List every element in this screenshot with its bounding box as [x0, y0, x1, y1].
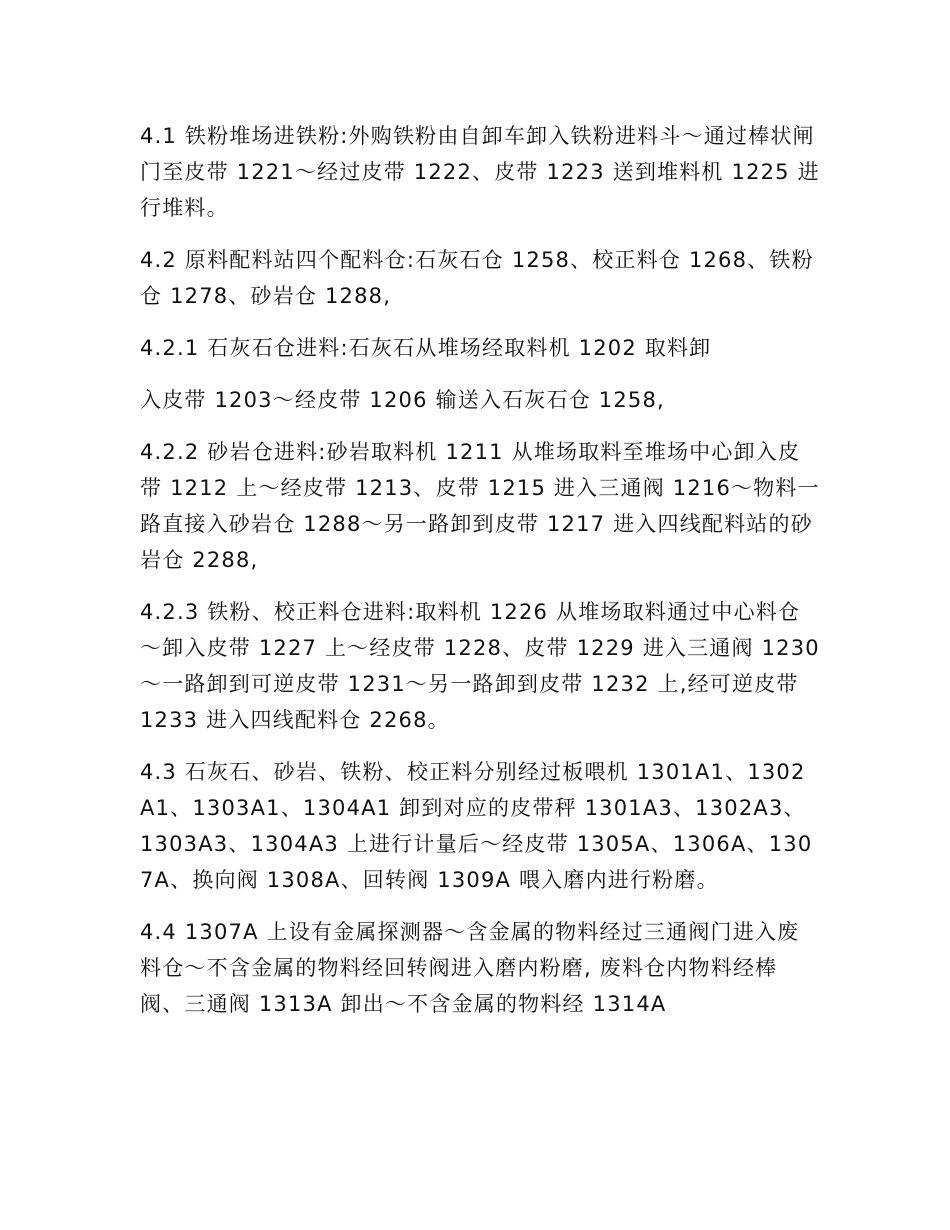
paragraph-4-2-2: 4.2.2 砂岩仓进料:砂岩取料机 1211 从堆场取料至堆场中心卸入皮带 1212 上～经皮带 1213、皮带 1215 进入三通阀 1216～物料一路直接入砂岩仓 1288～另一路卸到皮带 1217 进入四线配料站的砂岩仓 2288, — [140, 440, 820, 572]
paragraph-4-4: 4.4 1307A 上设有金属探测器～含金属的物料经过三通阀门进入废料仓～不含金属的物料经回转阀进入磨内粉磨, 废料仓内物料经棒阀、三通阀 1313A 卸出～不含金属的物料经 1314A — [140, 920, 800, 1016]
paragraph-4-2-1-continued: 入皮带 1203～经皮带 1206 输送入石灰石仓 1258, — [140, 388, 665, 412]
document-body — [140, 118, 820, 1038]
paragraph-4-3: 4.3 石灰石、砂岩、铁粉、校正料分别经过板喂机 1301A1、1302A1、1303A1、1304A1 卸到对应的皮带秤 1301A3、1302A3、1303A3、1304A3 上进行计量后～经皮带 1305A、1306A、1307A、换向阀 1308A、回转阀 1309A 喂入磨内进行粉磨。 — [140, 760, 813, 892]
paragraph-4-1: 4.1 铁粉堆场进铁粉:外购铁粉由自卸车卸入铁粉进料斗～通过棒状闸门至皮带 1221～经过皮带 1222、皮带 1223 送到堆料机 1225 进行堆料。 — [140, 124, 820, 220]
paragraph-4-2-1: 4.2.1 石灰石仓进料:石灰石从堆场经取料机 1202 取料卸 — [140, 336, 712, 360]
paragraph-4-2: 4.2 原料配料站四个配料仓:石灰石仓 1258、校正料仓 1268、铁粉仓 1278、砂岩仓 1288, — [140, 248, 814, 308]
paragraph-4-2-3: 4.2.3 铁粉、校正料仓进料:取料机 1226 从堆场取料通过中心料仓～卸入皮带 1227 上～经皮带 1228、皮带 1229 进入三通阀 1230～一路卸到可逆皮带 1231～另一路卸到皮带 1232 上,经可逆皮带 1233 进入四线配料仓 2268。 — [140, 600, 820, 732]
